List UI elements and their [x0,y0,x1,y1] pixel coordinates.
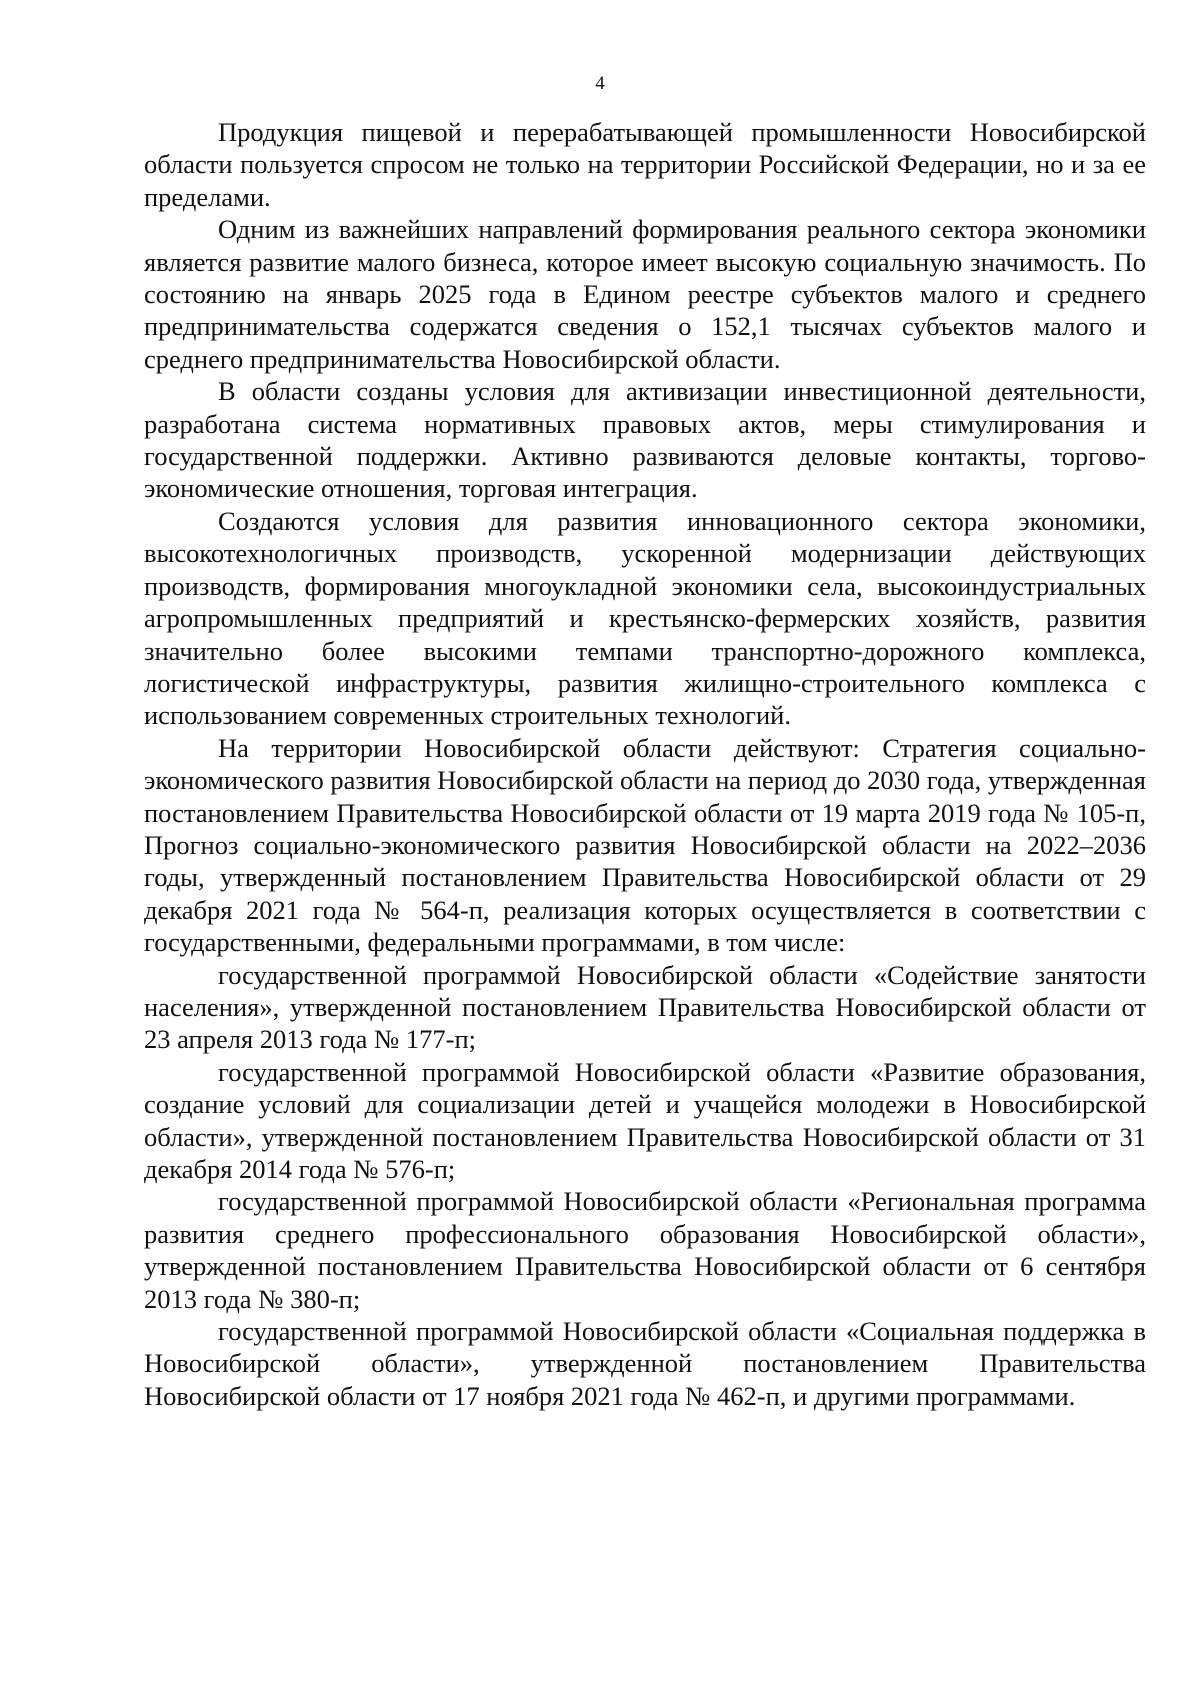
paragraph-program-education: государственной программой Новосибирской области «Развитие образования, создание условий для социализации детей и учащейся молодежи в Новосибирской области», утвержденной постановлением Правительства Новосибирской области от 31 декабря 2014 года № 576-п; [144,1056,1146,1184]
paragraph-program-employment: государственной программой Новосибирской области «Содействие занятости населения», утвержденной постановлением Правительства Новосибирской области от 23 апреля 2013 года № 177-п; [144,959,1146,1055]
paragraph-food-industry: Продукция пищевой и перерабатывающей промышленности Новосибирской области пользуется спросом не только на территории Российской Федерации, но и за ее пределами. [144,117,1146,212]
paragraph-investment: В области созданы условия для активизации инвестиционной деятельности, разработана система нормативных правовых актов, меры стимулирования и государственной поддержки. Активно развиваются деловые контакты, торгово-экономические отношения, торговая интеграция. [144,376,1146,504]
paragraph-innovation: Создаются условия для развития инновационного сектора экономики, высокотехнологичных производств, ускоренной модернизации действующих производств, формирования многоукладной экономики села, высокоиндустриальных агропромышленных предприятий и крестьянско-фермерских хозяйств, развития значительно более высокими темпами транспортно-дорожного комплекса, логистической инфраструктуры, развития жилищно-строительного комплекса с использованием современных строительных технологий. [144,505,1146,731]
paragraph-program-social-support: государственной программой Новосибирской области «Социальная поддержка в Новосибирской области», утвержденной постановлением Правительства Новосибирской области от 17 ноября 2021 года № 462-п, и другими программами. [144,1316,1146,1411]
page-number: 4 [595,73,605,94]
paragraph-small-business: Одним из важнейших направлений формирования реального сектора экономики является развитие малого бизнеса, которое имеет высокую социальную значимость. По состоянию на январь 2025 года в Едином реестре субъектов малого и среднего предпринимательства содержатся сведения о 152,1 тысячах субъектов малого и среднего предпринимательства Новосибирской области. [144,214,1146,374]
paragraph-program-vocational: государственной программой Новосибирской области «Региональная программа развития среднего профессионального образования Новосибирской области», утвержденной постановлением Правительства Новосибирской области от 6 сентября 2013 года № 380-п; [144,1186,1146,1314]
paragraph-strategy: На территории Новосибирской области действуют: Стратегия социально-экономического развития Новосибирской области на период до 2030 года, утвержденная постановлением Правительства Новосибирской области от 19 марта 2019 года № 105-п, Прогноз социально-экономического развития Новосибирской области на 2022–2036 годы, утвержденный постановлением Правительства Новосибирской области от 29 декабря 2021 года № 564-п, реализация которых осуществляется в соответствии с государственными, федеральными программами, в том числе: [144,732,1146,958]
document-body [144,116,1146,1412]
